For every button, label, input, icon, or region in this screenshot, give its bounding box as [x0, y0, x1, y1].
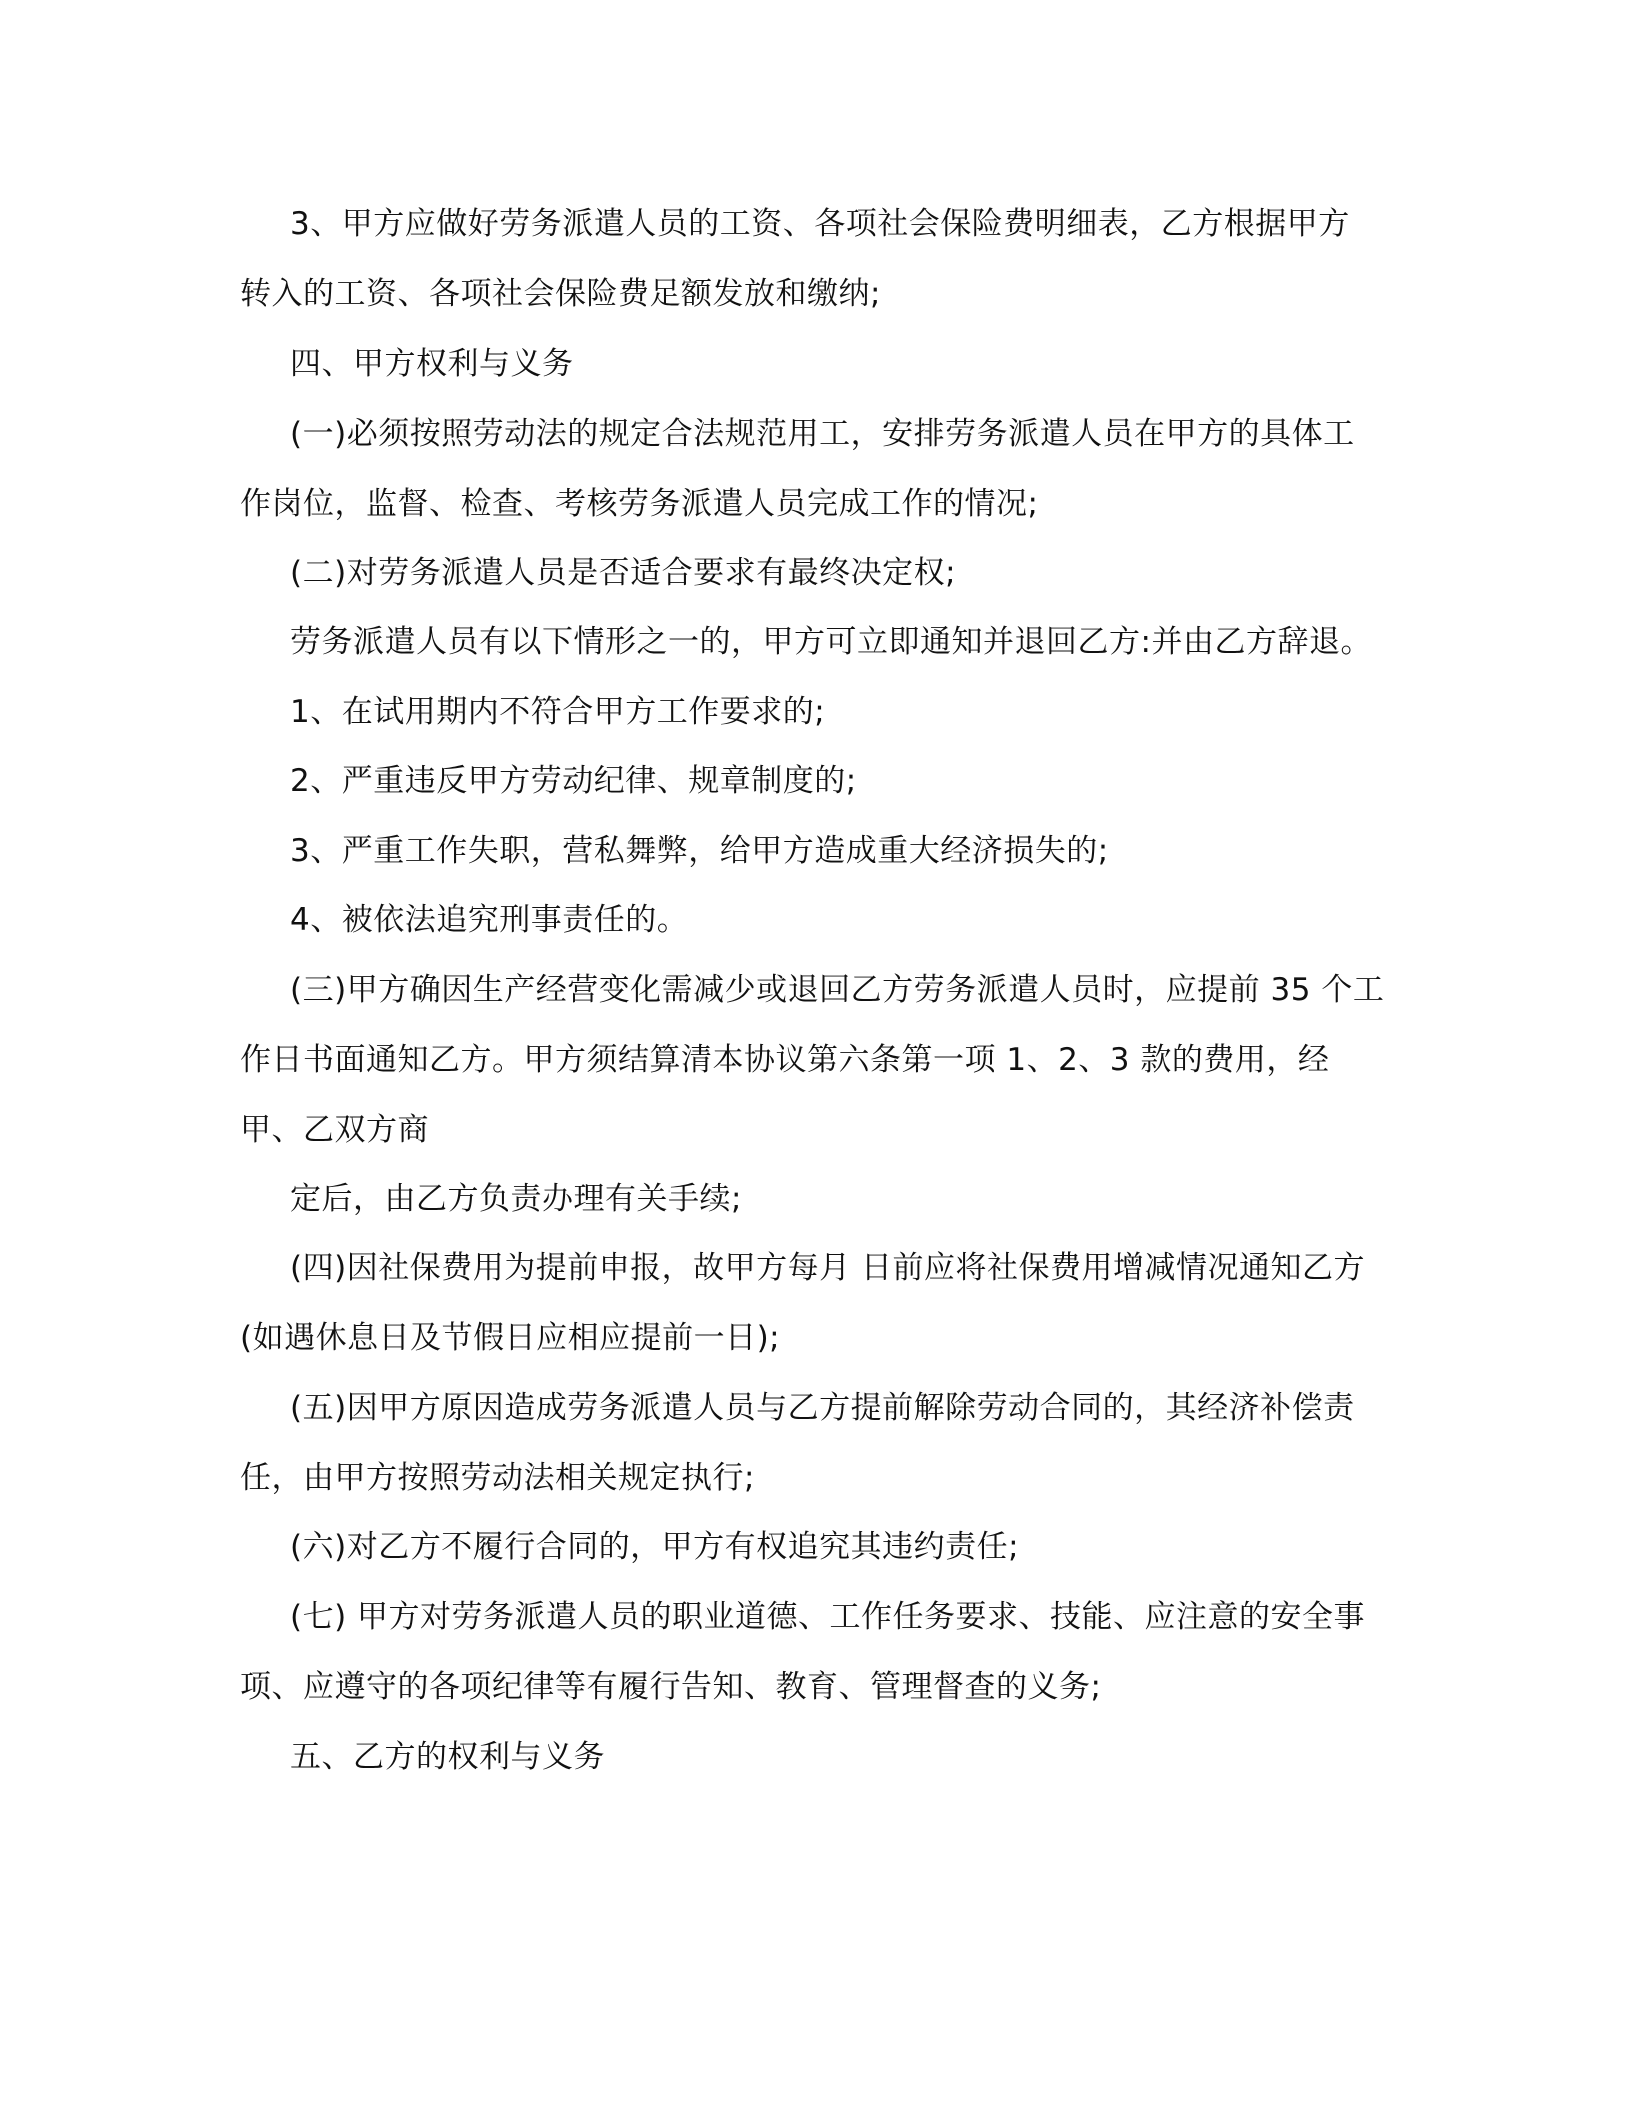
paragraph-line: (七) 甲方对劳务派遣人员的职业道德、工作任务要求、技能、应注意的安全事 [290, 1599, 1366, 1635]
paragraph-line: 作日书面通知乙方。甲方须结算清本协议第六条第一项 1、2、3 款的费用，经 [240, 1042, 1330, 1078]
paragraph-line: 劳务派遣人员有以下情形之一的，甲方可立即通知并退回乙方:并由乙方辞退。 [290, 624, 1372, 660]
paragraph-line: (二)对劳务派遣人员是否适合要求有最终决定权; [290, 555, 957, 591]
paragraph-line: (三)甲方确因生产经营变化需减少或退回乙方劳务派遣人员时，应提前 35 个工 [290, 972, 1385, 1008]
list-item: 2、严重违反甲方劳动纪律、规章制度的; [290, 763, 857, 799]
paragraph-line: 转入的工资、各项社会保险费足额发放和缴纳; [240, 276, 881, 312]
list-item: 4、被依法追究刑事责任的。 [290, 902, 689, 938]
paragraph-line: (四)因社保费用为提前申报，故甲方每月 日前应将社保费用增减情况通知乙方 [290, 1250, 1366, 1286]
paragraph-line: (六)对乙方不履行合同的，甲方有权追究其违约责任; [290, 1529, 1020, 1565]
section-heading: 五、乙方的权利与义务 [290, 1739, 605, 1775]
paragraph-line: 甲、乙双方商 [240, 1112, 429, 1148]
paragraph-line: 作岗位，监督、检查、考核劳务派遣人员完成工作的情况; [240, 486, 1039, 522]
paragraph-line: 任，由甲方按照劳动法相关规定执行; [240, 1460, 755, 1496]
paragraph-line: (一)必须按照劳动法的规定合法规范用工，安排劳务派遣人员在甲方的具体工 [290, 416, 1355, 452]
paragraph-line: (五)因甲方原因造成劳务派遣人员与乙方提前解除劳动合同的，其经济补偿责 [290, 1390, 1355, 1426]
paragraph-line: 3、甲方应做好劳务派遣人员的工资、各项社会保险费明细表，乙方根据甲方 [290, 206, 1350, 242]
list-item: 3、严重工作失职，营私舞弊，给甲方造成重大经济损失的; [290, 833, 1109, 869]
paragraph-line: (如遇休息日及节假日应相应提前一日); [240, 1320, 781, 1356]
list-item: 1、在试用期内不符合甲方工作要求的; [290, 694, 826, 730]
paragraph-line: 定后，由乙方负责办理有关手续; [290, 1181, 742, 1217]
paragraph-line: 项、应遵守的各项纪律等有履行告知、教育、管理督查的义务; [240, 1669, 1102, 1705]
section-heading: 四、甲方权利与义务 [290, 346, 574, 382]
